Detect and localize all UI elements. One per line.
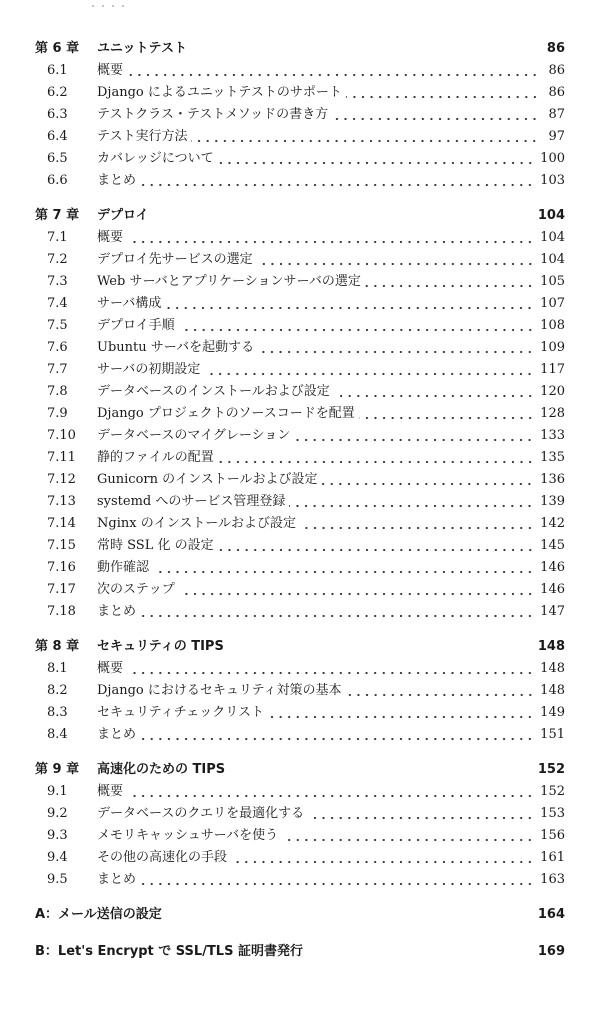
dot-leader [140,181,534,189]
dot-leader [231,858,534,866]
section-page-number: 142 [540,516,565,531]
section-number: 8.1 [47,661,68,676]
section-page-number: 153 [540,806,565,821]
section-page-number: 145 [540,538,565,553]
section-title: デプロイ先サービスの選定 [97,252,253,267]
section-title: Django によるユニットテストのサポート [97,85,342,100]
section-title: Web サーバとアプリケーションサーバの選定 [97,274,361,289]
section-number: 7.16 [47,560,76,575]
section-page-number: 104 [540,230,565,245]
toc-entry[interactable] [35,60,565,82]
section-title: systemd へのサービス管理登録 [97,494,286,509]
section-number: 8.3 [47,705,68,720]
chapter-title: デプロイ [97,208,149,223]
dot-leader [140,612,534,620]
section-number: 7.8 [47,384,68,399]
toc-entry[interactable] [35,825,565,847]
section-title: 常時 SSL 化 の設定 [97,538,214,553]
dot-leader [191,137,539,145]
toc-entry[interactable] [35,535,565,557]
appendix-page-number: 169 [537,944,565,959]
section-number: 6.6 [47,173,68,188]
toc-entry[interactable] [35,469,565,491]
section-number: 7.13 [47,494,76,509]
section-page-number: 152 [540,784,565,799]
section-page-number: 148 [540,683,565,698]
dot-leader [204,370,534,378]
faded-dot-leader-remnant [88,4,128,8]
dot-leader [258,348,534,356]
dot-leader [289,502,534,510]
appendix-title: A：メール送信の設定 [35,907,162,922]
dot-leader [282,836,534,844]
section-page-number: 135 [540,450,565,465]
dot-leader [179,326,535,334]
chapter-page-number: 86 [546,41,565,56]
toc-entry[interactable] [35,847,565,869]
chapter-number: 第 9 章 [35,762,80,777]
toc-entry[interactable] [35,601,565,623]
section-title: その他の高速化の手段 [97,850,228,865]
section-title: まとめ [97,872,137,887]
section-number: 6.2 [47,85,68,100]
section-page-number: 147 [540,604,565,619]
section-title: Django プロジェクトのソースコードを配置 [97,406,355,421]
section-title: テストクラス・テストメソッドの書き方 [97,107,329,122]
chapter-page-number: 104 [537,208,565,223]
section-title: カバレッジについて [97,151,214,166]
appendix-heading[interactable] [35,941,565,963]
section-title: Ubuntu サーバを起動する [97,340,255,355]
section-page-number: 149 [540,705,565,720]
section-number: 7.3 [47,274,68,289]
toc-entry[interactable] [35,557,565,579]
section-page-number: 136 [540,472,565,487]
spacer [153,216,532,224]
dot-leader [165,304,534,312]
section-page-number: 120 [540,384,565,399]
section-page-number: 86 [548,85,565,100]
section-number: 7.14 [47,516,76,531]
toc-entry[interactable] [35,82,565,104]
section-number: 9.1 [47,784,68,799]
toc-entry[interactable] [35,271,565,293]
dot-leader [308,814,534,822]
section-number: 7.5 [47,318,68,333]
section-page-number: 87 [548,107,565,122]
chapter-title: 高速化のための TIPS [97,762,226,777]
section-page-number: 103 [540,173,565,188]
section-page-number: 151 [540,727,565,742]
dot-leader [332,115,539,123]
section-number: 6.1 [47,63,68,78]
section-number: 7.15 [47,538,76,553]
section-page-number: 97 [548,129,565,144]
dot-leader [218,458,534,466]
section-title: メモリキャッシュサーバを使う [97,828,279,843]
toc-entry[interactable] [35,425,565,447]
section-number: 7.7 [47,362,68,377]
section-page-number: 146 [540,560,565,575]
chapter-title: ユニットテスト [97,41,187,56]
appendix-heading[interactable] [35,904,565,926]
section-title: 次のステップ [97,582,175,597]
toc-entry[interactable] [35,869,565,891]
chapter-heading[interactable] [35,38,565,60]
section-number: 7.4 [47,296,68,311]
toc-entry[interactable] [35,315,565,337]
section-title: 概要 [97,661,124,676]
dot-leader [127,71,539,79]
section-page-number: 86 [548,63,565,78]
appendix-page-number: 164 [537,907,565,922]
section-number: 7.6 [47,340,68,355]
toc-entry[interactable] [35,227,565,249]
toc-entry[interactable] [35,293,565,315]
toc-entry[interactable] [35,680,565,702]
dot-leader [127,238,534,246]
chapter-heading[interactable] [35,205,565,227]
section-page-number: 128 [540,406,565,421]
dot-leader [153,568,534,576]
toc-entry[interactable] [35,126,565,148]
section-page-number: 105 [540,274,565,289]
toc-entry[interactable] [35,148,565,170]
section-number: 9.5 [47,872,68,887]
section-title: データベースのマイグレーション [97,428,291,443]
section-title: データベースのクエリを最適化する [97,806,305,821]
section-title: まとめ [97,727,137,742]
section-number: 7.1 [47,230,68,245]
section-title: 概要 [97,784,124,799]
toc-entry[interactable] [35,702,565,724]
section-page-number: 163 [540,872,565,887]
toc-entry[interactable] [35,170,565,192]
section-number: 8.4 [47,727,68,742]
section-title: 静的ファイルの配置 [97,450,214,465]
toc-entry[interactable] [35,491,565,513]
toc-entry[interactable] [35,381,565,403]
spacer [228,647,532,655]
spacer [166,915,532,923]
dot-leader [127,792,534,800]
chapter-number: 第 6 章 [35,41,80,56]
section-title: Gunicorn のインストールおよび設定 [97,472,318,487]
section-page-number: 139 [540,494,565,509]
toc-entry[interactable] [35,337,565,359]
section-title: データベースのインストールおよび設定 [97,384,330,399]
chapter-heading[interactable] [35,759,565,781]
section-title: まとめ [97,173,137,188]
spacer [307,952,532,960]
section-title: まとめ [97,604,137,619]
toc-entry[interactable] [35,403,565,425]
toc-entry[interactable] [35,724,565,746]
section-title: 動作確認 [97,560,150,575]
chapter-heading[interactable] [35,636,565,658]
toc-entry[interactable] [35,579,565,601]
spacer [229,770,532,778]
chapter-title: セキュリティの TIPS [97,639,224,654]
spacer [191,49,539,57]
section-page-number: 148 [540,661,565,676]
section-number: 7.2 [47,252,68,267]
section-number: 8.2 [47,683,68,698]
dot-leader [365,282,534,290]
dot-leader [140,735,534,743]
section-number: 7.11 [47,450,76,465]
section-number: 9.2 [47,806,68,821]
section-page-number: 109 [540,340,565,355]
toc-entry[interactable] [35,513,565,535]
section-title: 概要 [97,63,124,78]
section-title: デプロイ手順 [97,318,175,333]
toc-entry[interactable] [35,658,565,680]
section-number: 9.3 [47,828,68,843]
dot-leader [359,414,534,422]
dot-leader [321,480,534,488]
chapter-page-number: 152 [537,762,565,777]
chapter-number: 第 7 章 [35,208,80,223]
dot-leader [294,436,534,444]
section-title: テスト実行方法 [97,129,188,144]
section-page-number: 108 [540,318,565,333]
table-of-contents [35,38,565,963]
appendix-title: B：Let's Encrypt で SSL/TLS 証明書発行 [35,944,303,959]
section-page-number: 107 [540,296,565,311]
toc-entry[interactable] [35,104,565,126]
section-title: サーバの初期設定 [97,362,201,377]
section-page-number: 156 [540,828,565,843]
section-number: 6.5 [47,151,68,166]
section-number: 7.10 [47,428,76,443]
dot-leader [218,159,535,167]
section-title: 概要 [97,230,124,245]
section-page-number: 161 [540,850,565,865]
section-number: 7.9 [47,406,68,421]
dot-leader [179,590,534,598]
section-page-number: 146 [540,582,565,597]
section-number: 6.4 [47,129,68,144]
toc-entry[interactable] [35,359,565,381]
section-title: サーバ構成 [97,296,162,311]
dot-leader [218,546,535,554]
dot-leader [127,669,534,677]
dot-leader [140,880,534,888]
section-page-number: 104 [540,252,565,267]
section-page-number: 100 [540,151,565,166]
toc-entry[interactable] [35,447,565,469]
toc-entry[interactable] [35,249,565,271]
dot-leader [346,691,535,699]
dot-leader [300,524,534,532]
chapter-number: 第 8 章 [35,639,80,654]
section-title: Nginx のインストールおよび設定 [97,516,297,531]
section-page-number: 117 [540,362,565,377]
dot-leader [268,713,534,721]
toc-entry[interactable] [35,803,565,825]
section-title: Django におけるセキュリティ対策の基本 [97,683,342,698]
section-page-number: 133 [540,428,565,443]
section-number: 9.4 [47,850,68,865]
section-title: セキュリティチェックリスト [97,705,265,720]
dot-leader [257,260,535,268]
dot-leader [334,392,534,400]
section-number: 7.18 [47,604,76,619]
chapter-page-number: 148 [537,639,565,654]
section-number: 7.12 [47,472,76,487]
section-number: 6.3 [47,107,68,122]
toc-entry[interactable] [35,781,565,803]
section-number: 7.17 [47,582,76,597]
dot-leader [346,93,539,101]
